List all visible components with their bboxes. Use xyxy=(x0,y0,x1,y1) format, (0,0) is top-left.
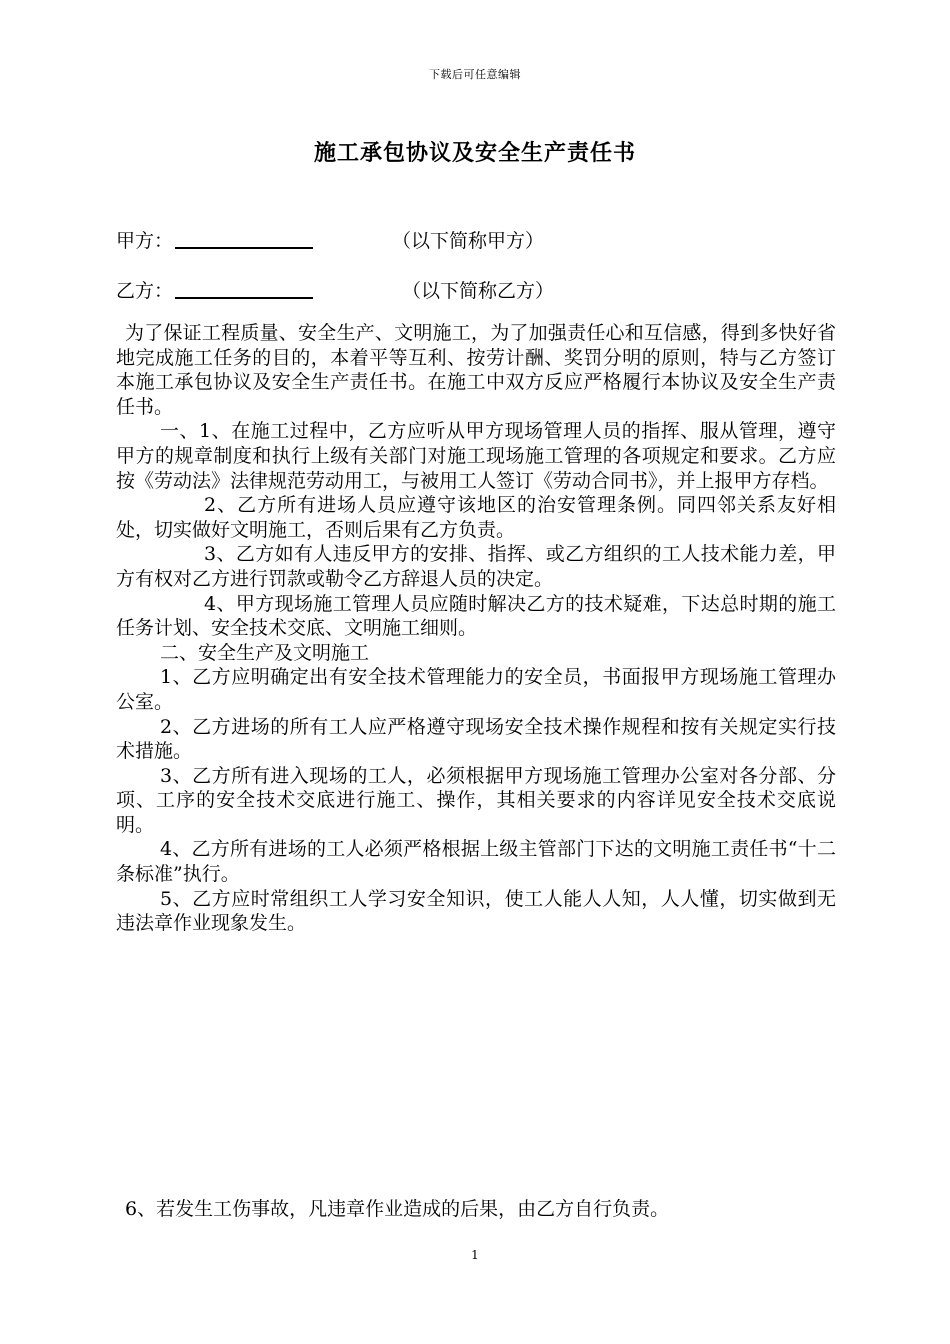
party-a-label: 甲方： xyxy=(116,230,174,252)
clause-2-5: 5、乙方应时常组织工人学习安全知识，使工人能人人知，人人懂，切实做到无违法章作业现象发生。 xyxy=(116,887,836,935)
party-b-label: 乙方： xyxy=(116,280,174,302)
party-a-note: （以下简称甲方） xyxy=(392,230,545,252)
clause-2-4: 4、乙方所有进场的工人必须严格根据上级主管部门下达的文明施工责任书“十二条标准”执行。 xyxy=(116,838,836,886)
clause-2-1: 1、乙方应明确定出有安全技术管理能力的安全员，书面报甲方现场施工管理办公室。 xyxy=(116,666,836,713)
party-b-line xyxy=(116,276,555,303)
clause-2-3: 3、乙方所有进入现场的工人，必须根据甲方现场施工管理办公室对各分部、分项、工序的安全技术交底进行施工、操作，其相关要求的内容详见安全技术交底说明。 xyxy=(116,764,836,836)
page-number: 1 xyxy=(471,1248,479,1262)
clause-1-4: 4、甲方现场施工管理人员应随时解决乙方的技术疑难，下达总时期的施工任务计划、安全技术交底、文明施工细则。 xyxy=(116,592,836,640)
page-header-note: 下载后可任意编辑 xyxy=(429,68,521,81)
party-b-blank xyxy=(175,279,313,299)
party-a-blank xyxy=(175,229,313,249)
party-a-line xyxy=(116,226,545,253)
clause-1-3: 3、乙方如有人违反甲方的安排、指挥、或乙方组织的工人技术能力差，甲方有权对乙方进行罚款或勒令乙方辞退人员的决定。 xyxy=(116,543,836,590)
agreement-body xyxy=(116,321,836,936)
section-2-heading: 二、安全生产及文明施工 xyxy=(160,641,370,664)
clause-2-2: 2、乙方进场的所有工人应严格遵守现场安全技术操作规程和按有关规定实行技术措施。 xyxy=(116,715,836,763)
intro-paragraph: 为了保证工程质量、安全生产、文明施工，为了加强责任心和互信感，得到多快好省地完成施工任务的目的，本着平等互利、按劳计酬、奖罚分明的原则，特与乙方签订本施工承包协议及安全生产责任书。在施工中双方反应严格履行本协议及安全生产责任书。 xyxy=(116,322,836,418)
party-b-note: （以下简称乙方） xyxy=(402,280,555,302)
clause-1-1: 一、1、在施工过程中，乙方应听从甲方现场管理人员的指挥、服从管理，遵守甲方的规章制度和执行上级有关部门对施工现场施工管理的各项规定和要求。乙方应按《劳动法》法律规范劳动用工，与被用工人签订《劳动合同书》，并上报甲方存档。 xyxy=(116,420,836,492)
clause-1-2: 2、乙方所有进场人员应遵守该地区的治安管理条例。同四邻关系友好相处，切实做好文明施工，否则后果有乙方负责。 xyxy=(116,494,836,541)
document-title: 施工承包协议及安全生产责任书 xyxy=(313,140,636,166)
clause-2-6: 6、若发生工伤事故，凡违章作业造成的后果，由乙方自行负责。 xyxy=(125,1198,670,1220)
